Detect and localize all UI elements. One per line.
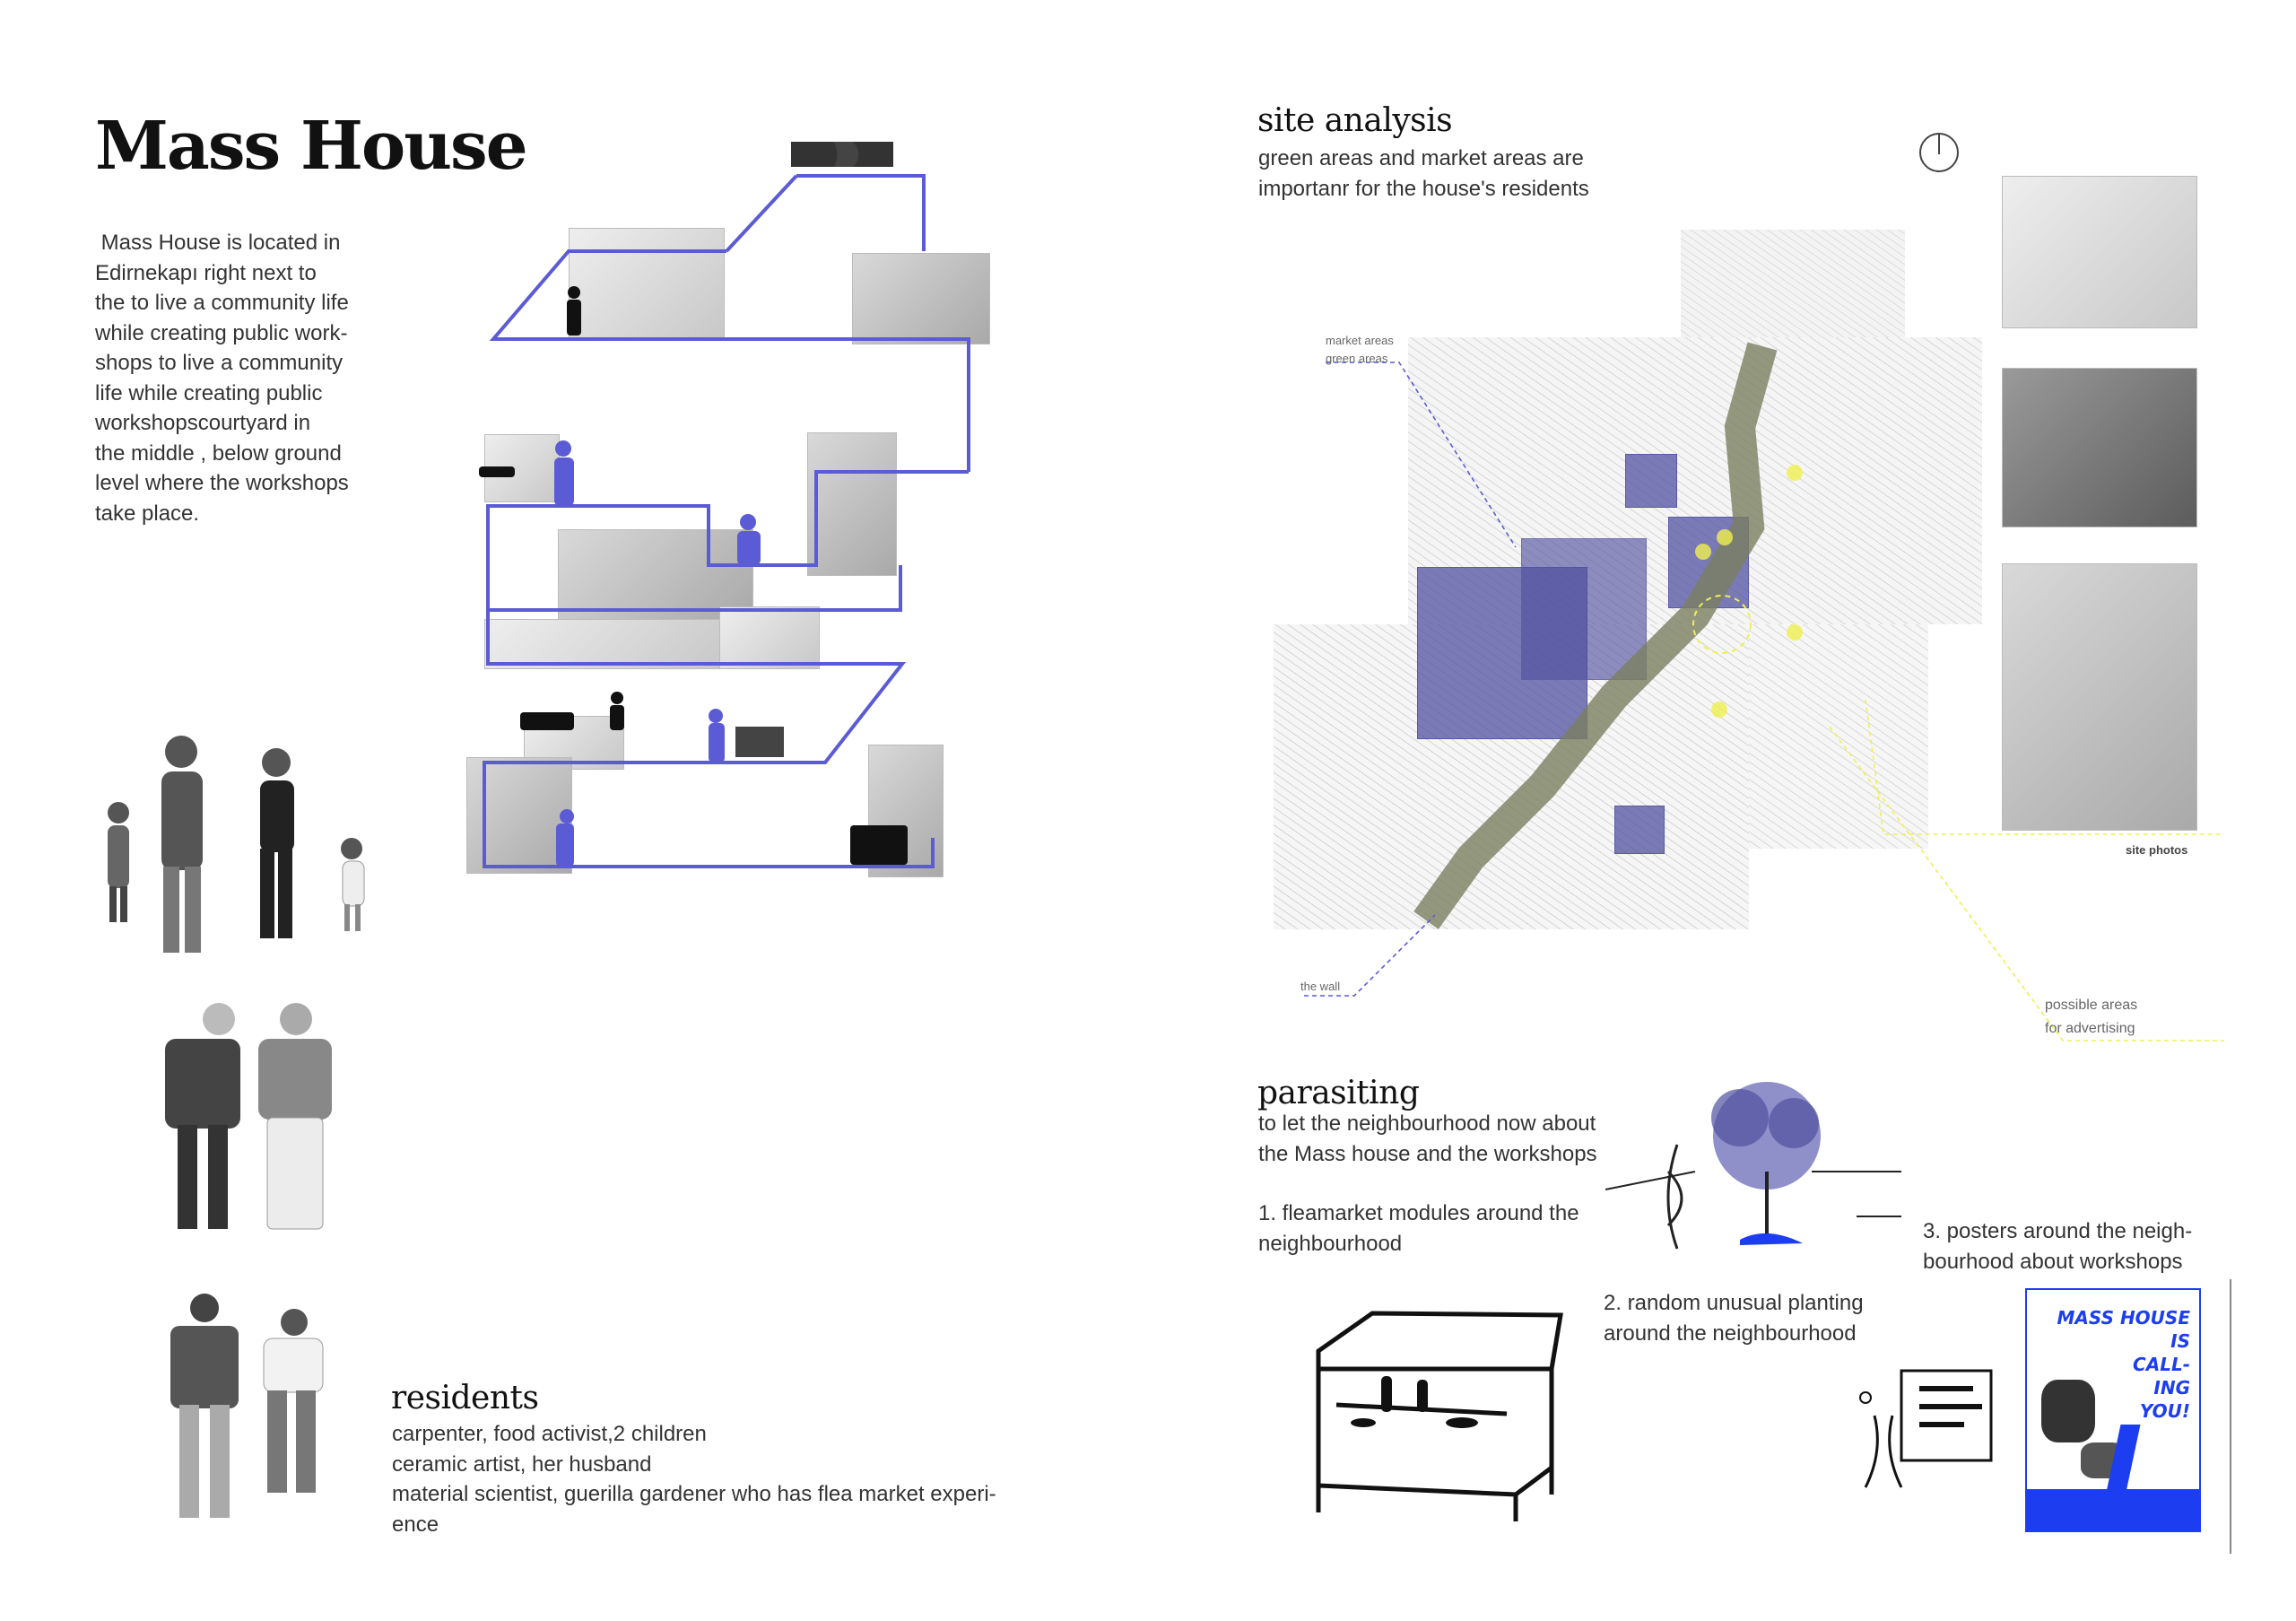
- resident-figures: [99, 727, 404, 1552]
- north-arrow-icon: [1918, 131, 1961, 174]
- tree-sketch: [1605, 1073, 1901, 1261]
- advertising-label: [2045, 994, 2137, 1041]
- intro-line: while creating public work-: [95, 320, 348, 345]
- flea-market-sketch: [1283, 1306, 1587, 1539]
- family-figures: [108, 736, 364, 953]
- site-photo: [2002, 176, 2197, 328]
- market-areas-label: market areas: [1326, 334, 1394, 347]
- map-label-market: [1326, 332, 1394, 368]
- parasiting-item-3: [1923, 1216, 2282, 1277]
- item1-line: neighbourhood: [1258, 1231, 1403, 1256]
- intro-text: [95, 228, 418, 528]
- section-diagram: [466, 135, 1004, 888]
- green-areas-label: green areas: [1326, 352, 1388, 365]
- site-photos-label: site photos: [2126, 843, 2188, 857]
- intro-line: level where the workshops: [95, 471, 349, 495]
- resident-line: ence: [392, 1512, 439, 1537]
- intro-line: workshopscourtyard in: [95, 411, 311, 435]
- item1-line: 1. fleamarket modules around the: [1258, 1201, 1579, 1225]
- page-title: Mass House: [95, 108, 526, 185]
- couple-figures: [165, 1003, 332, 1229]
- workshop-poster: [2025, 1288, 2201, 1532]
- item3-line: 3. posters around the neigh-: [1923, 1219, 2193, 1243]
- site-photo: [2002, 368, 2197, 527]
- section-outline: [466, 135, 1004, 888]
- parasiting-line: the Mass house and the workshops: [1258, 1141, 1597, 1166]
- pair-figures: [170, 1294, 323, 1518]
- item2-line: 2. random unusual planting: [1604, 1291, 1864, 1315]
- page-edge-divider: [2230, 1279, 2231, 1554]
- intro-line: take place.: [95, 501, 200, 526]
- resident-line: ceramic artist, her husband: [392, 1451, 652, 1477]
- residents-heading: residents: [391, 1380, 539, 1416]
- site-analysis-line: importanr for the house's residents: [1258, 176, 1589, 201]
- hand-sketch: [1848, 1362, 2018, 1496]
- resident-line: carpenter, food activist,2 children: [392, 1422, 707, 1446]
- intro-line: shops to live a community: [95, 351, 344, 375]
- parasiting-line: to let the neighbourhood now about: [1258, 1111, 1596, 1136]
- the-wall-label: the wall: [1300, 980, 1341, 993]
- intro-line: the middle , below ground: [95, 440, 342, 466]
- site-photo: [2002, 563, 2197, 831]
- site-analysis-heading: site analysis: [1257, 102, 1453, 139]
- parasiting-heading: parasiting: [1257, 1075, 1420, 1111]
- intro-line: Edirnekapı right next to: [95, 260, 317, 285]
- advertising-line: possible areas: [2045, 998, 2138, 1013]
- intro-line: life while creating public: [95, 380, 323, 405]
- poster-text: MASS HOUSE IS CALL- ING YOU!: [2057, 1307, 2190, 1422]
- residents-list: [392, 1419, 1074, 1539]
- parasiting-item-2: [1604, 1288, 1998, 1348]
- intro-line: the to live a community life: [95, 291, 349, 315]
- advertising-line: for advertising: [2045, 1021, 2135, 1036]
- resident-line: material scientist, guerilla gardener who has flea market experi-: [392, 1482, 996, 1506]
- intro-line: Mass House is located in: [95, 231, 341, 255]
- site-analysis-sub: [1258, 144, 1725, 204]
- site-analysis-line: green areas and market areas are: [1258, 146, 1584, 170]
- item2-line: around the neighbourhood: [1604, 1320, 1857, 1346]
- item3-line: bourhood about workshops: [1923, 1249, 2183, 1274]
